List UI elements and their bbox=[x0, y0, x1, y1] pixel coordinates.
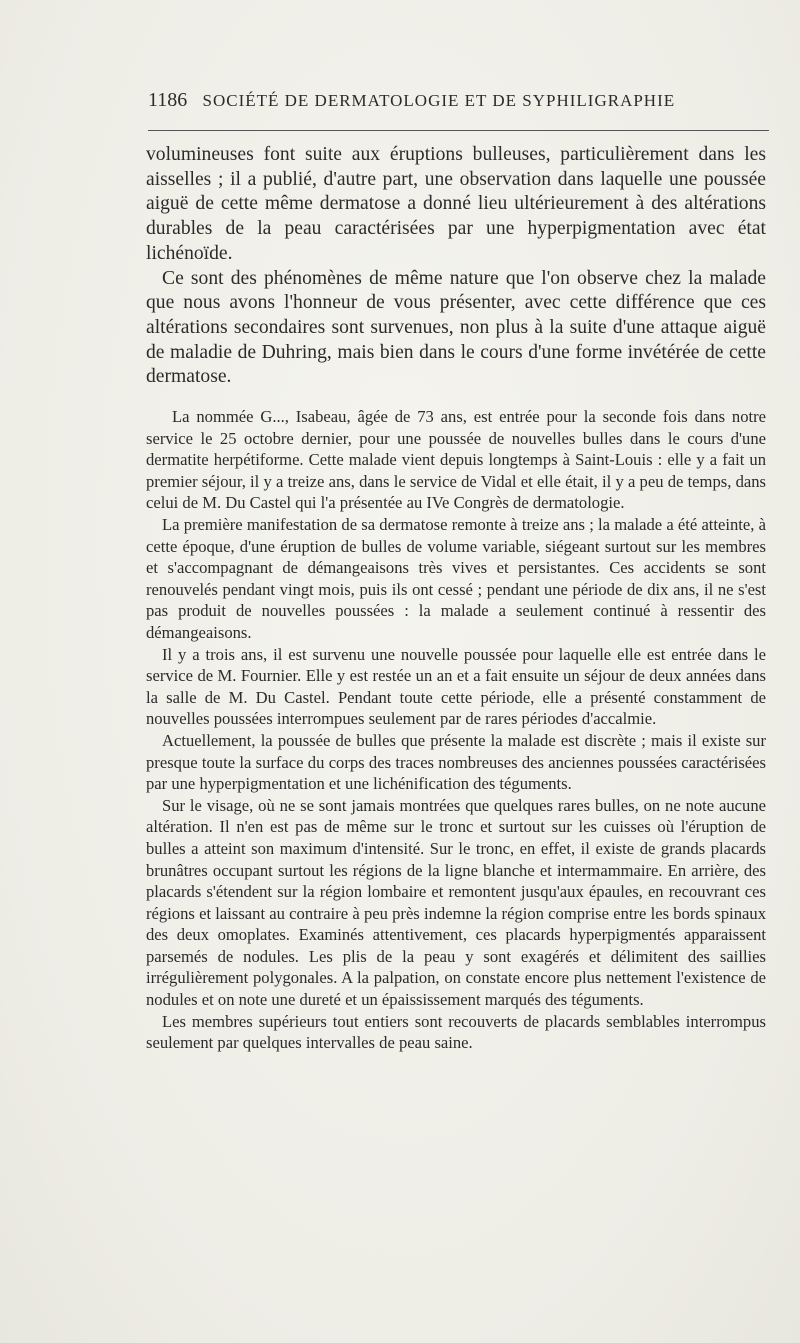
page-number: 1186 bbox=[148, 89, 188, 111]
lead-paragraph: volumineuses font suite aux éruptions bulleuses, particulièrement dans les aisselles ; il a publié, d'autre part, une observation dans laquelle une poussée aiguë de cette même dermatose a donné lieu ultérieurement à des altérations durables de la peau caractérisées par une hyperpigmentation avec état lichénoïde. bbox=[146, 144, 766, 264]
observation-paragraph: Actuellement, la poussée de bulles que présente la malade est discrète ; mais il existe sur presque toute la surface du corps des traces nombreuses des anciennes poussées caractérisées par une hyperpigmentation et une lichénification des téguments. bbox=[146, 730, 766, 794]
header-rule bbox=[148, 130, 769, 131]
observation-paragraph: Il y a trois ans, il est survenu une nouvelle poussée pour laquelle elle est entrée dans le service de M. Fournier. Elle y est restée un an et a fait ensuite un séjour de deux années dans la salle de M. Du Castel. Pendant toute cette période, elle a présenté constamment de nouvelles poussées interrompues seulement par de rares périodes d'accalmie. bbox=[146, 644, 766, 729]
body-text bbox=[146, 143, 766, 1054]
observation-paragraph: Les membres supérieurs tout entiers sont recouverts de placards semblables interrompus seulement par quelques intervalles de peau saine. bbox=[146, 1011, 766, 1053]
header-title: SOCIÉTÉ DE DERMATOLOGIE ET DE SYPHILIGRAPHIE bbox=[202, 91, 676, 110]
observation-paragraph: Sur le visage, où ne se sont jamais montrées que quelques rares bulles, on ne note aucune altération. Il n'en est pas de même sur le tronc et surtout sur les cuisses où l'éruption de bulles a atteint son maximum d'intensité. Sur le tronc, en effet, il existe de grands placards brunâtres occupant surtout les régions de la ligne blanche et intermammaire. En arrière, des placards s'étendent sur la région lombaire et remontent jusqu'aux épaules, en recouvrant ces régions et laissant au contraire à peu près indemne la région comprise entre les bords spinaux des deux omoplates. Examinés attentivement, ces placards hyperpigmentés apparaissent parsemés de nodules. Les plis de la peau y sont exagérés et délimitent des saillies irrégulièrement polygonales. A la palpation, on constate encore plus nettement l'existence de nodules et on note une dureté et un épaississement marqués des téguments. bbox=[146, 795, 766, 1010]
lead-paragraph: Ce sont des phénomènes de même nature que l'on observe chez la malade que nous avons l'honneur de vous présenter, avec cette différence que ces altérations secondaires sont survenues, non plus à la suite d'une attaque aiguë de maladie de Duhring, mais bien dans le cours d'une forme invétérée de cette dermatose. bbox=[146, 267, 766, 388]
lead-section bbox=[146, 143, 766, 390]
observation-paragraph: La première manifestation de sa dermatose remonte à treize ans ; la malade a été atteinte, à cette époque, d'une éruption de bulles de volume variable, siégeant surtout sur les membres et s'accompagnant de démangeaisons très vives et persistantes. Ces accidents se sont renouvelés pendant vingt mois, puis ils ont cessé ; pendant une période de dix ans, il ne s'est pas produit de nouvelles poussées : la malade a seulement continué à ressentir des démangeaisons. bbox=[146, 515, 766, 642]
observation-section bbox=[146, 406, 766, 1054]
running-header bbox=[148, 89, 769, 119]
observation-paragraph: La nommée G..., Isabeau, âgée de 73 ans, est entrée pour la seconde fois dans notre service le 25 octobre dernier, pour une poussée de nouvelles bulles dans le cours d'une dermatite herpétiforme. Cette malade vient depuis longtemps à Saint-Louis : elle y a fait un premier séjour, il y a treize ans, dans le service de Vidal et elle était, il y a peu de temps, dans celui de M. Du Castel qui l'a présentée au IVe Congrès de dermatologie. bbox=[146, 407, 766, 513]
